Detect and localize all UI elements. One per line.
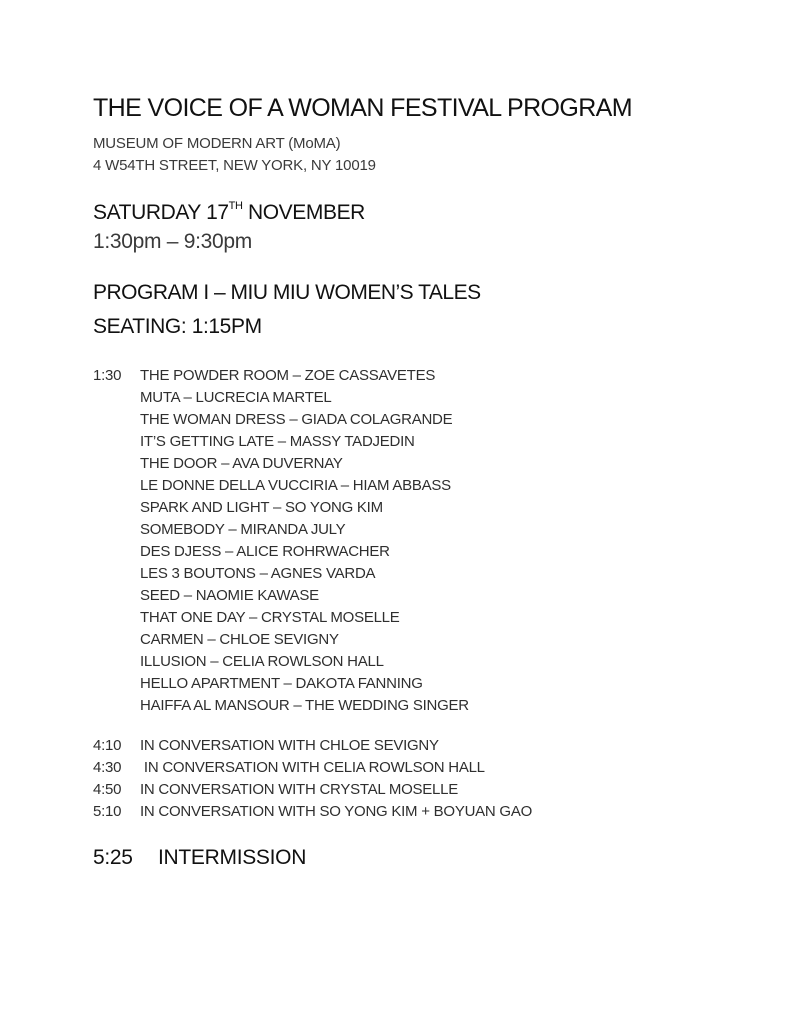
list-item <box>93 431 693 453</box>
event-hours: 1:30pm – 9:30pm <box>93 230 252 253</box>
list-item <box>93 541 693 563</box>
film-title: THE POWDER ROOM – ZOE CASSAVETES <box>140 367 436 384</box>
film-title: CARMEN – CHLOE SEVIGNY <box>140 631 339 648</box>
film-title: SEED – NAOMIE KAWASE <box>140 587 319 604</box>
film-title: SOMEBODY – MIRANDA JULY <box>140 521 346 538</box>
film-time <box>93 497 140 519</box>
conversation-title: IN CONVERSATION WITH CHLOE SEVIGNY <box>140 737 439 754</box>
film-time <box>93 607 140 629</box>
list-item <box>93 695 693 717</box>
intermission <box>93 846 306 870</box>
film-title: SPARK AND LIGHT – SO YONG KIM <box>140 499 383 516</box>
conversation-list <box>93 735 693 823</box>
film-title: DES DJESS – ALICE ROHRWACHER <box>140 543 390 560</box>
venue-name: MUSEUM OF MODERN ART (MoMA) <box>93 135 341 152</box>
venue-info <box>93 133 376 177</box>
film-time <box>93 563 140 585</box>
film-title: THAT ONE DAY – CRYSTAL MOSELLE <box>140 609 400 626</box>
film-time <box>93 541 140 563</box>
list-item <box>93 779 693 801</box>
list-item <box>93 497 693 519</box>
date-day: SATURDAY 17 <box>93 201 229 224</box>
seating-time: SEATING: 1:15PM <box>93 315 262 338</box>
film-time <box>93 453 140 475</box>
film-time: 1:30 <box>93 367 122 384</box>
list-item <box>93 365 693 387</box>
conversation-title: IN CONVERSATION WITH CELIA ROWLSON HALL <box>140 759 485 776</box>
film-title: LES 3 BOUTONS – AGNES VARDA <box>140 565 376 582</box>
conversation-time: 4:50 <box>93 781 122 798</box>
conversation-time: 4:30 <box>93 759 122 776</box>
intermission-time: 5:25 <box>93 846 133 869</box>
program-title: PROGRAM I – MIU MIU WOMEN’S TALES <box>93 281 481 304</box>
list-item <box>93 453 693 475</box>
film-time <box>93 431 140 453</box>
list-item <box>93 801 693 823</box>
list-item <box>93 735 693 757</box>
event-date <box>93 201 365 225</box>
film-time <box>93 409 140 431</box>
film-list <box>93 365 693 717</box>
film-title: THE WOMAN DRESS – GIADA COLAGRANDE <box>140 411 453 428</box>
list-item <box>93 475 693 497</box>
list-item <box>93 651 693 673</box>
list-item <box>93 519 693 541</box>
film-title: MUTA – LUCRECIA MARTEL <box>140 389 332 406</box>
date-ordinal-suffix: TH <box>228 200 243 212</box>
conversation-title: IN CONVERSATION WITH SO YONG KIM + BOYUAN GAO <box>140 803 532 820</box>
film-title: THE DOOR – AVA DUVERNAY <box>140 455 343 472</box>
list-item <box>93 629 693 651</box>
film-title: ILLUSION – CELIA ROWLSON HALL <box>140 653 384 670</box>
film-time <box>93 673 140 695</box>
program-page <box>93 0 773 1024</box>
date-month: NOVEMBER <box>242 201 365 224</box>
film-title: HELLO APARTMENT – DAKOTA FANNING <box>140 675 423 692</box>
list-item <box>93 585 693 607</box>
film-time <box>93 387 140 409</box>
film-time <box>93 475 140 497</box>
film-title: IT’S GETTING LATE – MASSY TADJEDIN <box>140 433 415 450</box>
film-time <box>93 695 140 717</box>
list-item <box>93 607 693 629</box>
intermission-label: INTERMISSION <box>158 846 307 869</box>
film-title: HAIFFA AL MANSOUR – THE WEDDING SINGER <box>140 697 469 714</box>
film-time <box>93 519 140 541</box>
list-item <box>93 757 693 779</box>
film-time <box>93 585 140 607</box>
list-item <box>93 409 693 431</box>
page-title: THE VOICE OF A WOMAN FESTIVAL PROGRAM <box>93 94 632 122</box>
list-item <box>93 563 693 585</box>
film-time <box>93 629 140 651</box>
list-item <box>93 673 693 695</box>
conversation-title: IN CONVERSATION WITH CRYSTAL MOSELLE <box>140 781 458 798</box>
list-item <box>93 387 693 409</box>
film-title: LE DONNE DELLA VUCCIRIA – HIAM ABBASS <box>140 477 451 494</box>
conversation-time: 5:10 <box>93 803 122 820</box>
venue-address: 4 W54TH STREET, NEW YORK, NY 10019 <box>93 157 376 174</box>
conversation-time: 4:10 <box>93 737 122 754</box>
film-time <box>93 651 140 673</box>
